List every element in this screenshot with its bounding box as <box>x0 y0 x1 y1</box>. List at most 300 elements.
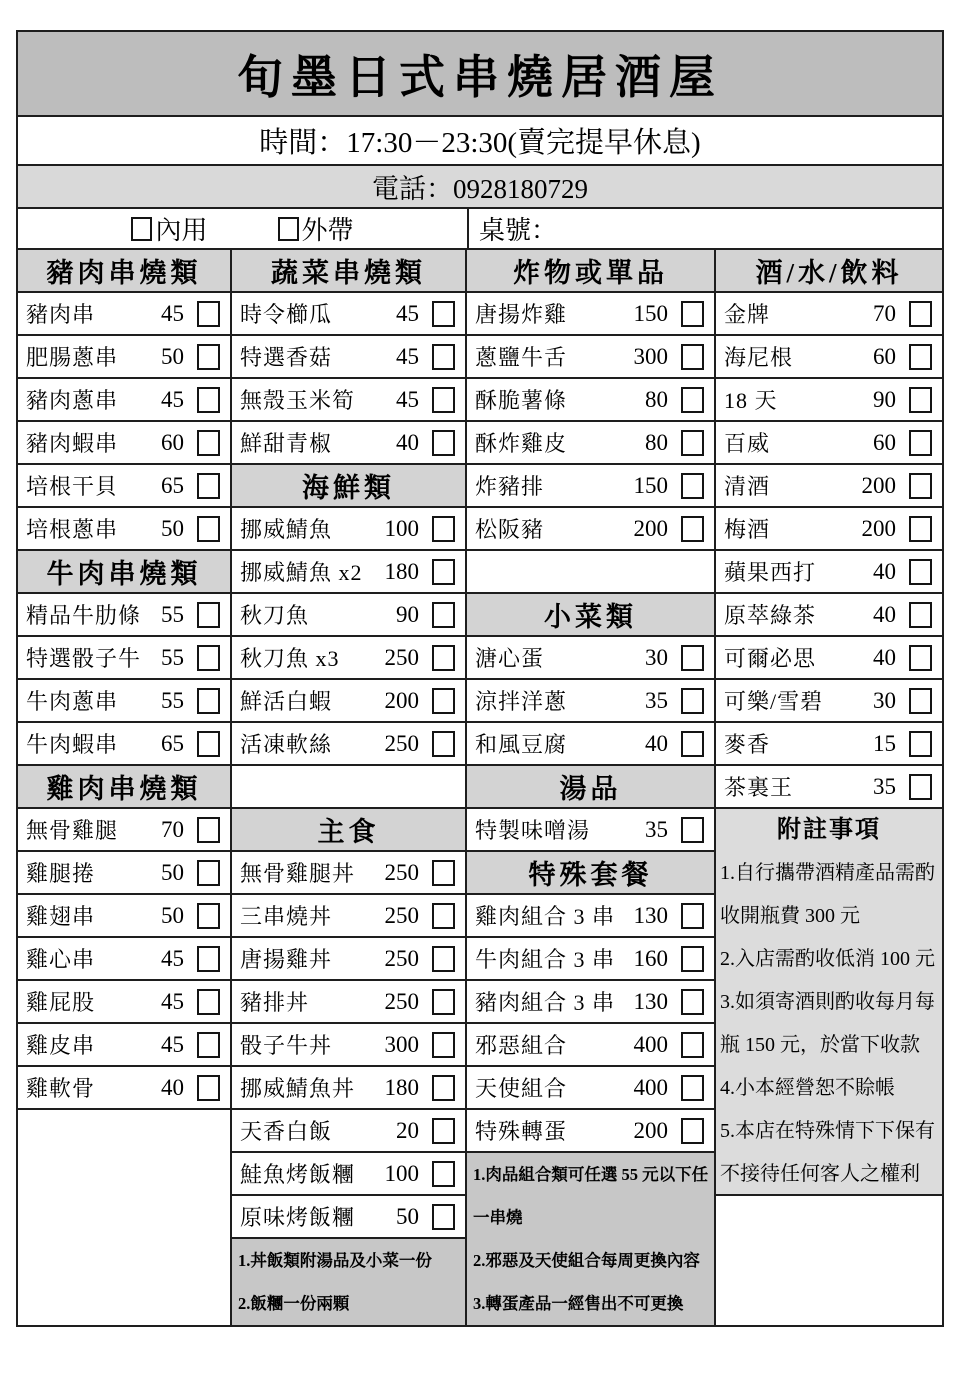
item-row <box>232 293 467 336</box>
item-price: 40 <box>873 601 896 627</box>
item-price: 180 <box>384 1074 419 1100</box>
item-price: 150 <box>633 300 668 326</box>
dine-in-checkbox[interactable] <box>131 217 152 241</box>
item-checkbox[interactable] <box>197 860 220 886</box>
item-name: 雞心串 <box>26 947 96 972</box>
item-name: 雞屁股 <box>26 990 96 1015</box>
item-name: 18 天 <box>724 388 778 413</box>
item-name: 邪惡組合 <box>475 1033 568 1058</box>
item-name: 豬肉組合 3 串 <box>475 990 616 1015</box>
dine-in-option <box>131 210 207 247</box>
item-row <box>467 895 716 938</box>
item-checkbox[interactable] <box>432 1032 455 1058</box>
remark-line: 1.自行攜帶酒精產品需酌 <box>720 862 935 884</box>
note-line: 3.轉蛋產品一經售出不可更換 <box>473 1294 684 1313</box>
item-name: 雞翅串 <box>26 904 96 929</box>
item-checkbox[interactable] <box>197 688 220 714</box>
item-row <box>716 336 942 379</box>
item-row <box>232 637 467 680</box>
item-checkbox[interactable] <box>432 1204 455 1230</box>
item-row <box>18 981 232 1024</box>
item-checkbox[interactable] <box>432 301 455 327</box>
remarks-cell <box>716 809 942 1196</box>
item-checkbox[interactable] <box>432 946 455 972</box>
section-header-beef: 牛肉串燒類 <box>18 551 232 594</box>
note-line: 2.邪惡及天使組合每周更換內容 <box>473 1251 700 1270</box>
item-checkbox[interactable] <box>909 430 932 456</box>
item-checkbox[interactable] <box>432 1075 455 1101</box>
item-checkbox[interactable] <box>681 817 704 843</box>
item-row <box>467 293 716 336</box>
table-number-label: 桌號： <box>479 216 558 245</box>
section-header-pork: 豬肉串燒類 <box>18 250 232 293</box>
item-checkbox[interactable] <box>681 1032 704 1058</box>
item-row <box>232 551 467 594</box>
combo-notes <box>467 1153 716 1325</box>
item-checkbox[interactable] <box>681 516 704 542</box>
item-name: 蘋果西打 <box>724 560 817 585</box>
item-price: 150 <box>633 472 668 498</box>
menu-sheet <box>16 30 944 1327</box>
item-name: 活凍軟絲 <box>240 732 333 757</box>
item-price: 250 <box>384 644 419 670</box>
item-name: 可樂/雪碧 <box>724 689 824 714</box>
item-name: 豬肉蔥串 <box>26 388 119 413</box>
item-row <box>18 508 232 551</box>
item-row <box>467 379 716 422</box>
item-row <box>716 723 942 766</box>
item-checkbox[interactable] <box>681 1075 704 1101</box>
item-row <box>232 1196 467 1239</box>
item-name: 秋刀魚 x3 <box>240 646 340 671</box>
item-checkbox[interactable] <box>197 645 220 671</box>
item-name: 原味烤飯糰 <box>240 1205 356 1230</box>
empty-cell <box>716 1196 942 1325</box>
item-row <box>232 1110 467 1153</box>
item-name: 鮭魚烤飯糰 <box>240 1162 356 1187</box>
item-checkbox[interactable] <box>909 602 932 628</box>
remark-line: 收開瓶費 300 元 <box>720 905 860 927</box>
item-price: 300 <box>384 1031 419 1057</box>
item-name: 特殊轉蛋 <box>475 1119 568 1144</box>
item-price: 80 <box>645 429 668 455</box>
item-name: 海尼根 <box>724 345 794 370</box>
item-row <box>716 379 942 422</box>
section-header-soup: 湯品 <box>467 766 716 809</box>
item-price: 300 <box>633 343 668 369</box>
item-name: 特選骰子牛 <box>26 646 142 671</box>
item-price: 400 <box>633 1031 668 1057</box>
item-name: 雞肉組合 3 串 <box>475 904 616 929</box>
item-price: 40 <box>161 1074 184 1100</box>
item-price: 45 <box>161 988 184 1014</box>
item-price: 250 <box>384 859 419 885</box>
item-row <box>467 809 716 852</box>
item-name: 骰子牛丼 <box>240 1033 333 1058</box>
item-name: 炸豬排 <box>475 474 545 499</box>
item-checkbox[interactable] <box>681 989 704 1015</box>
item-price: 250 <box>384 730 419 756</box>
empty-cell <box>467 551 716 594</box>
item-price: 15 <box>873 730 896 756</box>
item-row <box>467 981 716 1024</box>
section-header-staple: 主食 <box>232 809 467 852</box>
item-checkbox[interactable] <box>681 688 704 714</box>
section-header-veggie: 蔬菜串燒類 <box>232 250 467 293</box>
item-name: 天使組合 <box>475 1076 568 1101</box>
item-name: 特製味噌湯 <box>475 818 591 843</box>
item-name: 天香白飯 <box>240 1119 333 1144</box>
item-row <box>232 1067 467 1110</box>
item-name: 雞腿捲 <box>26 861 96 886</box>
item-row <box>467 508 716 551</box>
item-row <box>467 1024 716 1067</box>
item-name: 牛肉蝦串 <box>26 732 119 757</box>
item-checkbox[interactable] <box>909 645 932 671</box>
item-row <box>232 508 467 551</box>
item-row <box>467 680 716 723</box>
takeout-checkbox[interactable] <box>278 217 299 241</box>
item-price: 200 <box>633 1117 668 1143</box>
item-checkbox[interactable] <box>909 301 932 327</box>
item-price: 55 <box>161 687 184 713</box>
item-name: 松阪豬 <box>475 517 545 542</box>
item-checkbox[interactable] <box>432 387 455 413</box>
item-checkbox[interactable] <box>909 387 932 413</box>
item-row <box>232 1153 467 1196</box>
item-checkbox[interactable] <box>681 344 704 370</box>
item-name: 雞軟骨 <box>26 1076 96 1101</box>
item-name: 梅酒 <box>724 517 771 542</box>
item-name: 無骨雞腿丼 <box>240 861 356 886</box>
item-name: 唐揚雞丼 <box>240 947 333 972</box>
item-price: 45 <box>396 300 419 326</box>
item-checkbox[interactable] <box>197 903 220 929</box>
item-checkbox[interactable] <box>197 344 220 370</box>
item-price: 250 <box>384 988 419 1014</box>
item-checkbox[interactable] <box>432 903 455 929</box>
item-price: 45 <box>396 343 419 369</box>
item-row <box>716 293 942 336</box>
item-row <box>18 895 232 938</box>
item-row <box>232 422 467 465</box>
note-line: 1.肉品組合類可任選 55 元以下任 <box>473 1165 709 1184</box>
item-row <box>232 594 467 637</box>
item-price: 50 <box>161 343 184 369</box>
item-price: 65 <box>161 730 184 756</box>
item-price: 40 <box>645 730 668 756</box>
item-row <box>18 293 232 336</box>
item-row <box>716 551 942 594</box>
item-price: 180 <box>384 558 419 584</box>
item-name: 酥脆薯條 <box>475 388 568 413</box>
item-checkbox[interactable] <box>681 731 704 757</box>
item-price: 60 <box>873 429 896 455</box>
item-price: 80 <box>645 386 668 412</box>
item-name: 精品牛肋條 <box>26 603 142 628</box>
item-price: 70 <box>873 300 896 326</box>
staple-notes <box>232 1239 467 1325</box>
item-price: 130 <box>633 988 668 1014</box>
item-row <box>232 981 467 1024</box>
item-checkbox[interactable] <box>909 344 932 370</box>
item-row <box>716 594 942 637</box>
item-price: 50 <box>161 902 184 928</box>
item-name: 時令櫛瓜 <box>240 302 333 327</box>
item-row <box>18 465 232 508</box>
item-price: 65 <box>161 472 184 498</box>
remark-line: 5.本店在特殊情下下保有 <box>720 1120 935 1142</box>
item-checkbox[interactable] <box>197 301 220 327</box>
item-checkbox[interactable] <box>909 688 932 714</box>
phone-number: 電話：0928180729 <box>18 166 942 209</box>
remark-line: 3.如須寄酒則酌收每月每 <box>720 991 935 1013</box>
remark-line: 2.入店需酌收低消 100 元 <box>720 948 935 970</box>
item-price: 50 <box>161 859 184 885</box>
item-checkbox[interactable] <box>681 946 704 972</box>
item-name: 可爾必思 <box>724 646 817 671</box>
section-header-sides: 小菜類 <box>467 594 716 637</box>
item-checkbox[interactable] <box>681 903 704 929</box>
item-row <box>18 336 232 379</box>
menu-grid <box>18 250 942 1325</box>
item-checkbox[interactable] <box>197 516 220 542</box>
item-price: 45 <box>161 386 184 412</box>
item-name: 溏心蛋 <box>475 646 545 671</box>
item-checkbox[interactable] <box>681 473 704 499</box>
item-price: 130 <box>633 902 668 928</box>
item-price: 70 <box>161 816 184 842</box>
item-row <box>18 1024 232 1067</box>
item-row <box>716 422 942 465</box>
item-checkbox[interactable] <box>432 989 455 1015</box>
table-number-cell <box>469 209 942 248</box>
item-name: 挪威鯖魚 x2 <box>240 560 363 585</box>
item-row <box>232 1024 467 1067</box>
remark-line: 不接待任何客人之權利 <box>720 1163 920 1185</box>
item-name: 金牌 <box>724 302 771 327</box>
item-price: 35 <box>873 773 896 799</box>
note-line: 1.丼飯類附湯品及小菜一份 <box>238 1251 432 1270</box>
item-checkbox[interactable] <box>681 301 704 327</box>
item-checkbox[interactable] <box>197 473 220 499</box>
item-name: 蔥鹽牛舌 <box>475 345 568 370</box>
item-price: 55 <box>161 644 184 670</box>
item-price: 50 <box>161 515 184 541</box>
dine-in-label: 內用 <box>155 216 208 245</box>
section-header-combo: 特殊套餐 <box>467 852 716 895</box>
item-name: 挪威鯖魚丼 <box>240 1076 356 1101</box>
item-name: 百威 <box>724 431 771 456</box>
item-row <box>18 852 232 895</box>
item-price: 50 <box>396 1203 419 1229</box>
item-row <box>18 422 232 465</box>
item-price: 40 <box>873 558 896 584</box>
item-price: 45 <box>161 1031 184 1057</box>
item-row <box>716 465 942 508</box>
item-checkbox[interactable] <box>432 1161 455 1187</box>
item-row <box>232 723 467 766</box>
item-checkbox[interactable] <box>909 516 932 542</box>
item-row <box>18 938 232 981</box>
item-row <box>467 1067 716 1110</box>
item-name: 無殼玉米筍 <box>240 388 356 413</box>
item-price: 55 <box>161 601 184 627</box>
item-price: 250 <box>384 902 419 928</box>
item-checkbox[interactable] <box>681 1118 704 1144</box>
item-name: 茶裏王 <box>724 775 794 800</box>
item-row <box>18 1067 232 1110</box>
item-row <box>18 594 232 637</box>
item-checkbox[interactable] <box>432 731 455 757</box>
item-name: 鮮活白蝦 <box>240 689 333 714</box>
item-checkbox[interactable] <box>432 602 455 628</box>
item-checkbox[interactable] <box>681 645 704 671</box>
item-row <box>232 938 467 981</box>
item-name: 肥腸蔥串 <box>26 345 119 370</box>
section-header-seafood: 海鮮類 <box>232 465 467 508</box>
order-type-row <box>18 209 942 250</box>
item-price: 200 <box>633 515 668 541</box>
item-name: 挪威鯖魚 <box>240 517 333 542</box>
item-price: 250 <box>384 945 419 971</box>
item-row <box>716 637 942 680</box>
item-name: 涼拌洋蔥 <box>475 689 568 714</box>
item-checkbox[interactable] <box>197 731 220 757</box>
item-row <box>467 1110 716 1153</box>
item-name: 酥炸雞皮 <box>475 431 568 456</box>
item-price: 35 <box>645 687 668 713</box>
item-name: 鮮甜青椒 <box>240 431 333 456</box>
item-price: 60 <box>873 343 896 369</box>
page-title: 旬墨日式串燒居酒屋 <box>18 32 942 117</box>
item-price: 45 <box>396 386 419 412</box>
item-checkbox[interactable] <box>432 860 455 886</box>
item-name: 秋刀魚 <box>240 603 310 628</box>
item-name: 牛肉蔥串 <box>26 689 119 714</box>
item-checkbox[interactable] <box>432 430 455 456</box>
item-checkbox[interactable] <box>197 387 220 413</box>
item-checkbox[interactable] <box>197 1075 220 1101</box>
business-hours: 時間：17:30－23:30(賣完提早休息) <box>18 117 942 166</box>
item-name: 豬肉串 <box>26 302 96 327</box>
item-price: 200 <box>861 472 896 498</box>
section-header-fried: 炸物或單品 <box>467 250 716 293</box>
item-row <box>18 680 232 723</box>
item-checkbox[interactable] <box>197 989 220 1015</box>
item-name: 培根干貝 <box>26 474 119 499</box>
takeout-label: 外帶 <box>301 216 354 245</box>
item-row <box>467 422 716 465</box>
item-price: 40 <box>873 644 896 670</box>
item-row <box>467 336 716 379</box>
item-checkbox[interactable] <box>432 516 455 542</box>
item-name: 豬肉蝦串 <box>26 431 119 456</box>
item-name: 麥香 <box>724 732 771 757</box>
item-checkbox[interactable] <box>432 559 455 585</box>
item-row <box>18 723 232 766</box>
note-line: 一串燒 <box>473 1208 523 1227</box>
item-name: 雞皮串 <box>26 1033 96 1058</box>
item-checkbox[interactable] <box>681 387 704 413</box>
item-price: 20 <box>396 1117 419 1143</box>
item-checkbox[interactable] <box>909 559 932 585</box>
remark-line: 4.小本經營恕不賒帳 <box>720 1077 895 1099</box>
empty-cell <box>232 766 467 809</box>
item-checkbox[interactable] <box>197 1032 220 1058</box>
note-line: 2.飯糰一份兩顆 <box>238 1294 350 1313</box>
item-checkbox[interactable] <box>909 473 932 499</box>
item-row <box>18 637 232 680</box>
order-type-cell <box>18 209 469 248</box>
item-checkbox[interactable] <box>197 602 220 628</box>
item-name: 清酒 <box>724 474 771 499</box>
item-name: 培根蔥串 <box>26 517 119 542</box>
item-name: 特選香菇 <box>240 345 333 370</box>
item-row <box>232 852 467 895</box>
item-checkbox[interactable] <box>432 645 455 671</box>
item-name: 原萃綠茶 <box>724 603 817 628</box>
item-row <box>716 766 942 809</box>
section-header-drinks: 酒/水/飲料 <box>716 250 942 293</box>
item-row <box>467 637 716 680</box>
item-row <box>716 680 942 723</box>
item-row <box>467 938 716 981</box>
item-row <box>18 809 232 852</box>
item-name: 唐揚炸雞 <box>475 302 568 327</box>
item-row <box>232 379 467 422</box>
item-row <box>467 723 716 766</box>
item-price: 45 <box>161 945 184 971</box>
item-name: 無骨雞腿 <box>26 818 119 843</box>
item-row <box>232 680 467 723</box>
item-name: 和風豆腐 <box>475 732 568 757</box>
item-row <box>18 379 232 422</box>
item-checkbox[interactable] <box>909 774 932 800</box>
item-price: 40 <box>396 429 419 455</box>
empty-cell <box>18 1110 232 1325</box>
item-price: 400 <box>633 1074 668 1100</box>
item-checkbox[interactable] <box>197 946 220 972</box>
item-price: 90 <box>396 601 419 627</box>
item-price: 160 <box>633 945 668 971</box>
item-price: 35 <box>645 816 668 842</box>
item-price: 200 <box>384 687 419 713</box>
item-price: 100 <box>384 1160 419 1186</box>
item-row <box>232 336 467 379</box>
item-name: 三串燒丼 <box>240 904 333 929</box>
item-name: 牛肉組合 3 串 <box>475 947 616 972</box>
item-checkbox[interactable] <box>432 1118 455 1144</box>
item-price: 100 <box>384 515 419 541</box>
item-price: 30 <box>873 687 896 713</box>
item-checkbox[interactable] <box>432 688 455 714</box>
item-row <box>716 508 942 551</box>
takeout-option <box>278 210 354 247</box>
item-checkbox[interactable] <box>197 817 220 843</box>
item-checkbox[interactable] <box>681 430 704 456</box>
table-number-input-area[interactable] <box>557 209 942 248</box>
item-checkbox[interactable] <box>432 344 455 370</box>
item-price: 60 <box>161 429 184 455</box>
remarks-title: 附註事項 <box>777 817 881 843</box>
remark-line: 瓶 150 元，於當下收款 <box>720 1034 920 1056</box>
item-row <box>467 465 716 508</box>
item-price: 30 <box>645 644 668 670</box>
item-price: 200 <box>861 515 896 541</box>
item-checkbox[interactable] <box>197 430 220 456</box>
item-checkbox[interactable] <box>909 731 932 757</box>
